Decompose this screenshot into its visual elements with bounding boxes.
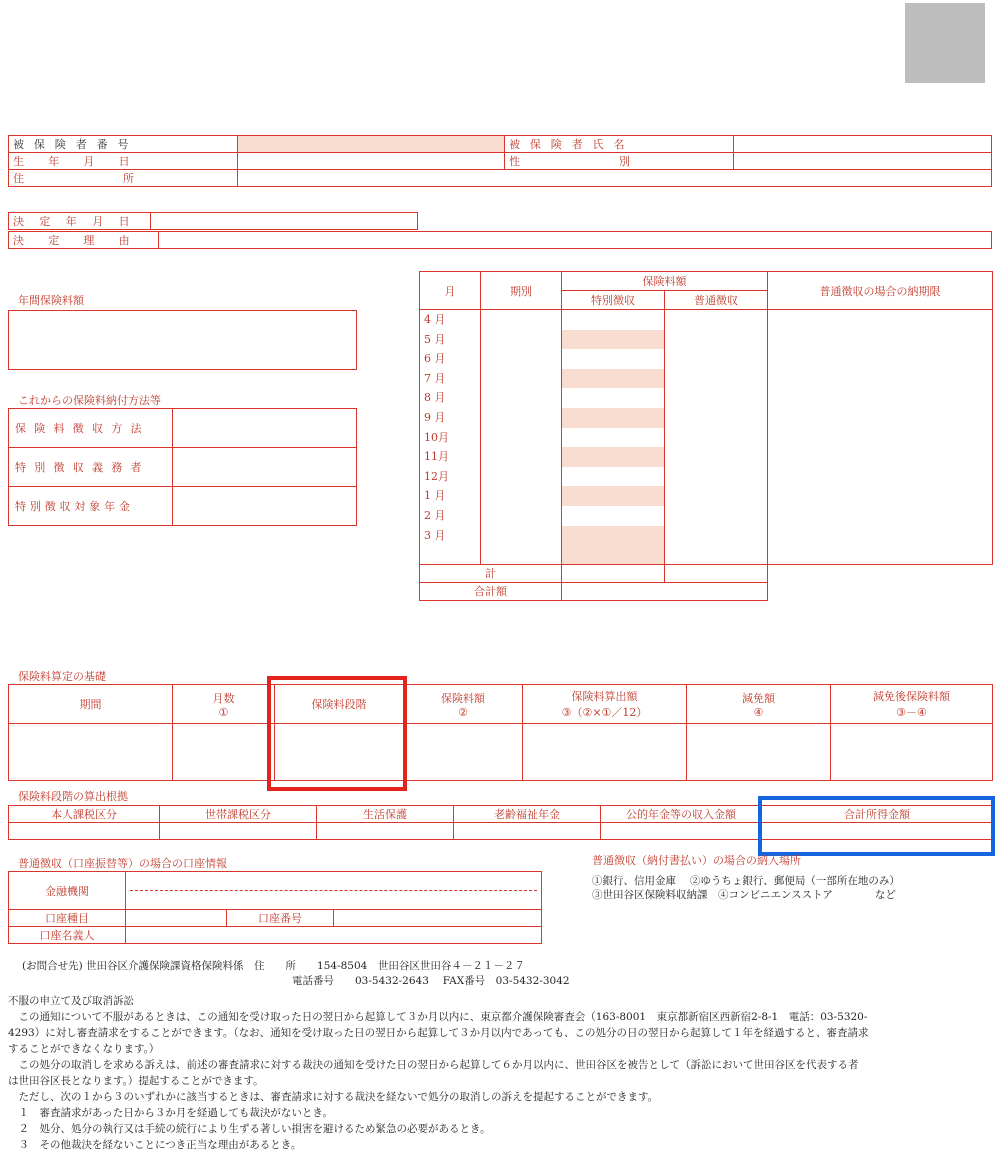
contact-line1: (お問合せ先) 世田谷区介護保険課資格保険料係 住 所 154-8504 世田谷区世田谷４－２１－２７ xyxy=(22,960,525,972)
decision-date-value xyxy=(151,213,418,230)
tier-header-pension-income: 公的年金等の収入金額 xyxy=(601,806,762,823)
month-item: 2 月 xyxy=(424,508,446,522)
basis-header-period: 期間 xyxy=(9,685,173,724)
col-month-header: 月 xyxy=(420,272,481,310)
special-collector-label: 特別徴収義務者 xyxy=(9,448,173,487)
month-list-cell xyxy=(420,310,481,565)
monthly-premium-table xyxy=(419,271,993,601)
month-item: 11月 xyxy=(424,450,449,464)
total-normal xyxy=(665,564,768,582)
normal-column xyxy=(665,310,768,565)
grand-total-value xyxy=(562,582,768,600)
total-label: 計 xyxy=(420,564,562,582)
account-number-value xyxy=(334,910,542,927)
birthdate-label: 生年月日 xyxy=(9,153,238,170)
appeal-p1: この通知について不服があるときは、この通知を受け取った日の翌日から起算して３か月以内に、東京都介護保険審査会（163-8001 東京都新宿区西新宿2-8-1 電話：03-5320- xyxy=(8,1011,868,1023)
account-type-label: 口座種目 xyxy=(9,910,126,927)
account-table xyxy=(8,871,542,944)
payment-method-table xyxy=(8,408,357,526)
address-label: 住所 xyxy=(9,170,238,187)
account-number-label: 口座番号 xyxy=(227,910,334,927)
month-item: 3 月 xyxy=(424,528,446,542)
gender-value xyxy=(734,153,992,170)
appeal-p2: この処分の取消しを求める訴えは、前述の審査請求に対する裁決の通知を受けた日の翌日から起算して６か月以内に、世田谷区を被告として（訴訟において世田谷区を代表する者 xyxy=(8,1059,859,1071)
basis-header-calc: 保険料算出額 ③（②×①／12） xyxy=(523,685,687,724)
appeal-p1c: することができなくなります。） xyxy=(8,1043,160,1055)
month-item: 5 月 xyxy=(424,332,446,346)
appeal-item1: １ 審査請求があった日から３か月を経過しても裁決がないとき。 xyxy=(8,1107,333,1119)
birthdate-value xyxy=(238,153,505,170)
basis-header-tier: 保険料段階 xyxy=(275,685,404,724)
bank-value xyxy=(126,872,542,910)
appeal-item2: ２ 処分、処分の執行又は手続の続行により生ずる著しい損害を避けるため緊急の必要があるとき。 xyxy=(8,1123,491,1135)
basis-section-label: 保険料算定の基礎 xyxy=(18,670,106,683)
tier-highlight xyxy=(267,676,407,791)
month-item: 8 月 xyxy=(424,391,446,405)
tier-basis-section-label: 保険料段階の算出根拠 xyxy=(18,790,128,803)
total-special xyxy=(562,564,665,582)
appeal-p2b: は世田谷区長となります。）提起することができます。 xyxy=(8,1075,264,1087)
decision-table xyxy=(8,212,418,230)
basis-header-reduction: 減免額 ④ xyxy=(687,685,831,724)
tier-header-old-age-pension: 老齢福祉年金 xyxy=(454,806,601,823)
col-special-header: 特別徴収 xyxy=(562,291,665,310)
appeal-p1b: 4293）に対し審査請求をすることができます。（なお、通知を受け取った日の翌日から起算して３か月以内であっても、この処分の日の翌日から起算して１年を経過すると、審査請求 xyxy=(8,1027,869,1039)
decision-reason-value xyxy=(158,232,991,249)
special-pension-value xyxy=(173,487,357,526)
gender-label: 性別 xyxy=(505,153,734,170)
appeal-title: 不服の申立て及び取消訴訟 xyxy=(8,995,134,1007)
tier-header-welfare: 生活保護 xyxy=(317,806,454,823)
insured-info-table xyxy=(8,135,992,187)
month-item: 10月 xyxy=(424,430,449,444)
address-value xyxy=(238,170,992,187)
appeal-item3: ３ その他裁決を経ないことにつき正当な理由があるとき。 xyxy=(8,1139,302,1151)
period-column xyxy=(481,310,562,565)
annual-premium-box xyxy=(8,310,357,370)
account-type-value xyxy=(126,910,227,927)
special-pension-label: 特別徴収対象年金 xyxy=(9,487,173,526)
special-collector-value xyxy=(173,448,357,487)
col-normal-header: 普通徴収 xyxy=(665,291,768,310)
collection-method-value xyxy=(173,409,357,448)
month-item: 9 月 xyxy=(424,410,446,424)
insured-number-label: 被保険者番号 xyxy=(9,136,238,153)
tier-header-total-income: 合計所得金額 xyxy=(762,806,993,823)
basis-table xyxy=(8,684,993,781)
payplace-section-label: 普通徴収（納付書払い）の場合の納入場所 xyxy=(592,854,801,867)
payplace-line2: ③世田谷区保険料収納課 ④コンビニエンスストア など xyxy=(592,889,896,901)
decision-date-label: 決定年月日 xyxy=(9,213,151,230)
appeal-p3: ただし、次の１から３のいずれかに該当するときは、審査請求に対する裁決を経ないで処分の取消しの訴えを提起することができます。 xyxy=(8,1091,659,1103)
insured-number-value xyxy=(238,136,505,153)
contact-line2: 電話番号 03-5432-2643 FAX番号 03-5432-3042 xyxy=(292,975,570,987)
deadline-column xyxy=(768,310,993,565)
photo-placeholder xyxy=(905,3,985,83)
total-income-highlight xyxy=(758,796,995,856)
decision-reason-label: 決定理由 xyxy=(9,232,159,249)
account-section-label: 普通徴収（口座振替等）の場合の口座情報 xyxy=(18,857,227,870)
month-item: 6 月 xyxy=(424,352,446,366)
basis-header-premium: 保険料額 ② xyxy=(404,685,523,724)
bank-label: 金融機関 xyxy=(9,872,126,910)
collection-method-label: 保険料徴収方法 xyxy=(9,409,173,448)
basis-header-after: 減免後保険料額 ③－④ xyxy=(831,685,993,724)
special-column xyxy=(562,310,665,565)
month-item: 12月 xyxy=(424,469,449,483)
month-list xyxy=(420,310,480,561)
payplace-line1: ①銀行、信用金庫 ②ゆうちょ銀行、郵便局（一部所在地のみ） xyxy=(592,875,900,887)
tier-header-self-tax: 本人課税区分 xyxy=(9,806,160,823)
insured-name-value xyxy=(734,136,992,153)
payment-method-section-label: これからの保険料納付方法等 xyxy=(18,394,161,407)
month-item: 1 月 xyxy=(424,489,446,503)
month-item: 4 月 xyxy=(424,313,446,326)
decision-reason-table xyxy=(8,231,992,249)
account-holder-label: 口座名義人 xyxy=(9,927,126,944)
col-period-header: 期別 xyxy=(481,272,562,310)
account-holder-value xyxy=(126,927,542,944)
tier-header-household-tax: 世帯課税区分 xyxy=(160,806,317,823)
month-item: 7 月 xyxy=(424,371,446,385)
grand-total-label: 合計額 xyxy=(420,582,562,600)
insured-name-label: 被保険者氏名 xyxy=(505,136,734,153)
col-premium-header: 保険料額 xyxy=(562,272,768,291)
annual-premium-label: 年間保険料額 xyxy=(18,294,84,307)
basis-header-months: 月数 ① xyxy=(173,685,275,724)
col-deadline-header: 普通徴収の場合の納期限 xyxy=(768,272,993,310)
